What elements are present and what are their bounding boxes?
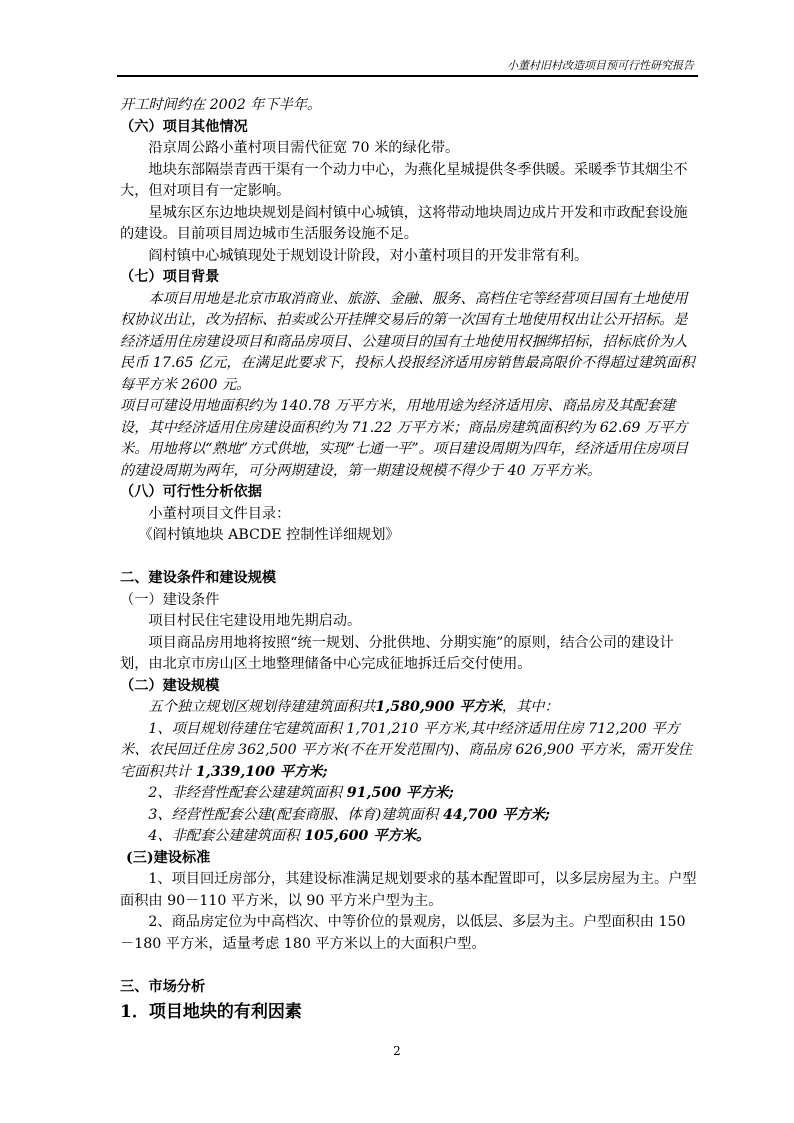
paragraph: 地块东部隔崇青西干渠有一个动力中心，为燕化星城提供冬季供暖。采暖季节其烟尘不大，但对项目有一定影响。 [120, 161, 688, 199]
text-span: 105,600 平方米。 [299, 828, 431, 844]
subsection-heading: （二）建设规模 [120, 677, 220, 694]
paragraph: 1、项目回迁房部分，其建设标准满足规划要求的基本配置即可，以多层房屋为主。户型面积由 90－110 平方米，以 90 平方米户型为主。 [120, 871, 697, 909]
paragraph: 阎村镇中心城镇现处于规划设计阶段，对小董村项目的开发非常有利。 [148, 247, 589, 264]
text-span: ，其中： [501, 699, 559, 715]
section-heading: 1．项目地块的有利因素 [120, 1002, 302, 1022]
paragraph: 沿京周公路小董村项目需代征宽 70 米的绿化带。 [148, 140, 460, 156]
text-span: 1,339,100 平方米; [190, 763, 328, 780]
paragraph: 本项目用地是北京市取消商业、旅游、金融、服务、高档住宅等经营项目国有土地使用权协议出让，改为招标、拍卖或公开挂牌交易后的第一次国有土地使用权出让公开招标。是经济适用住房建设项目和商品房项目、公建项目的国有土地使用权捆绑招标，招标底价为人民币 17.65 亿元，在满足此要求下，投标人投报经济适用房销售最高限价不得超过建筑面积每平方米 2600 元。 [120, 290, 695, 393]
paragraph: 《阎村镇地块 ABCDE 控制性详细规划》 [138, 527, 400, 543]
chapter-heading-3: 三、市场分析 [120, 978, 206, 995]
paragraph: 项目商品房用地将按照“统一规划、分批供地、分期实施”的原则，结合公司的建设计划，由北京市房山区土地整理储备中心完成征地拆迁后交付使用。 [120, 634, 674, 672]
text-span: 91,500 平方米; [341, 785, 454, 801]
paragraph: 小董村项目文件目录： [148, 505, 291, 522]
page-number: 2 [393, 1044, 401, 1058]
text-span: 4、非配套公建建筑面积 [148, 828, 300, 844]
section-heading-8: （八）可行性分析依据 [120, 484, 262, 500]
subsection-heading: （一）建设条件 [120, 591, 220, 608]
paragraph [120, 719, 698, 784]
paragraph: 2、商品房定位为中高档次、中等价位的景观房，以低层、多层为主。户型面积由 150－180 平方米，适量考虑 180 平方米以上的大面积户型。 [120, 914, 686, 952]
blank-line [120, 955, 698, 977]
text-span: 3、经营性配套公建(配套商服、体育)建筑面积 [148, 806, 439, 823]
section-heading-6: （六）项目其他情况 [120, 118, 248, 135]
text-span: 44,700 平方米; [438, 806, 551, 823]
paragraph [120, 826, 698, 848]
text-span: 1、项目规划待建住宅建筑面积 1,701,210 平方米,其中经济适用住房 712,200 平方米、农民回迁住房 362,500 平方米(不在开发范围内)、商品房 626,900 平方米，需开发住宅面积共计 [120, 720, 693, 780]
paragraph: 开工时间约在 2002 年下半年。 [120, 97, 322, 113]
paragraph: 项目可建设用地面积约为 140.78 万平方米，用地用途为经济适用房、商品房及其配套建设，其中经济适用住房建设面积约为 71.22 万平方米；商品房建筑面积约为 62.69 万平方米。用地将以“熟地”方式供地，实现“七通一平”。项目建设周期为四年，经济适用住房项目的建设周期为两年，可分两期建设，第一期建设规模不得少于 40 万平方米。 [120, 398, 689, 479]
header-title: 小董村旧村改造项目预可行性研究报告 [507, 59, 694, 72]
blank-line [120, 547, 698, 569]
text-span: 五个独立规划区规划待建建筑面积共 [148, 699, 376, 715]
paragraph [120, 805, 698, 827]
page-header [117, 55, 698, 77]
paragraph [120, 783, 698, 805]
section-heading-7: （七）项目背景 [120, 269, 220, 285]
paragraph: 星城东区东边地块规划是阎村镇中心城镇，这将带动地块周边成片开发和市政配套设施的建设。目前项目周边城市生活服务设施不足。 [120, 204, 688, 242]
text-span: 2、非经营性配套公建建筑面积 [148, 785, 342, 801]
paragraph [120, 697, 698, 719]
text-span: 1,580,900 平方米 [375, 699, 502, 715]
chapter-heading-2: 二、建设条件和建设规模 [120, 570, 277, 586]
paragraph: 项目村民住宅建设用地先期启动。 [148, 613, 362, 629]
subsection-heading: (三)建设标准 [126, 849, 211, 866]
document-body [120, 95, 698, 1024]
